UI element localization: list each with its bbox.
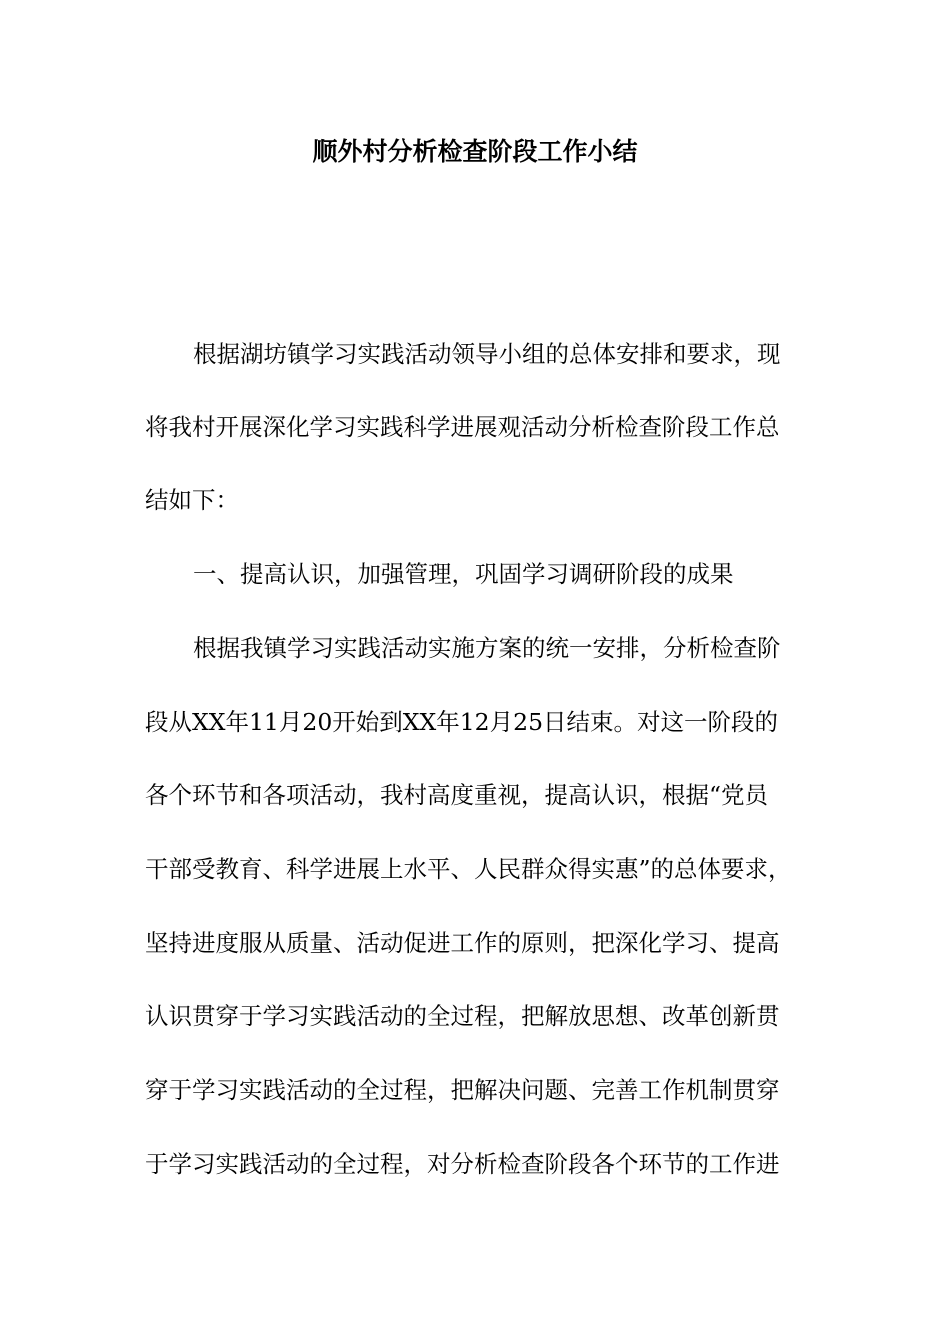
document-title: 顺外村分析检查阶段工作小结 xyxy=(312,137,638,166)
paragraph-1-line-1: 根据湖坊镇学习实践活动领导小组的总体安排和要求，现 xyxy=(193,340,781,368)
paragraph-2-line-4: 干部受教育、科学进展上水平、人民群众得实惠”的总体要求， xyxy=(145,855,792,883)
paragraph-1-line-2: 将我村开展深化学习实践科学进展观活动分析检查阶段工作总 xyxy=(145,413,780,441)
paragraph-2-line-6: 认识贯穿于学习实践活动的全过程，把解放思想、改革创新贯 xyxy=(145,1002,780,1030)
paragraph-2-line-2: 段从XX年11月20开始到XX年12月25日结束。对这一阶段的 xyxy=(145,708,779,736)
paragraph-2-line-3: 各个环节和各项活动，我村高度重视，提高认识，根据“党员 xyxy=(145,781,769,809)
paragraph-2-line-5: 坚持进度服从质量、活动促进工作的原则，把深化学习、提高 xyxy=(145,929,780,957)
paragraph-2-line-8: 于学习实践活动的全过程，对分析检查阶段各个环节的工作进 xyxy=(145,1150,780,1178)
paragraph-2-line-7: 穿于学习实践活动的全过程，把解决问题、完善工作机制贯穿 xyxy=(145,1076,780,1104)
section-heading-1: 一、提高认识，加强管理，巩固学习调研阶段的成果 xyxy=(193,560,734,588)
paragraph-2-line-1: 根据我镇学习实践活动实施方案的统一安排，分析检查阶 xyxy=(193,634,781,662)
paragraph-1-line-3: 结如下： xyxy=(145,486,239,514)
